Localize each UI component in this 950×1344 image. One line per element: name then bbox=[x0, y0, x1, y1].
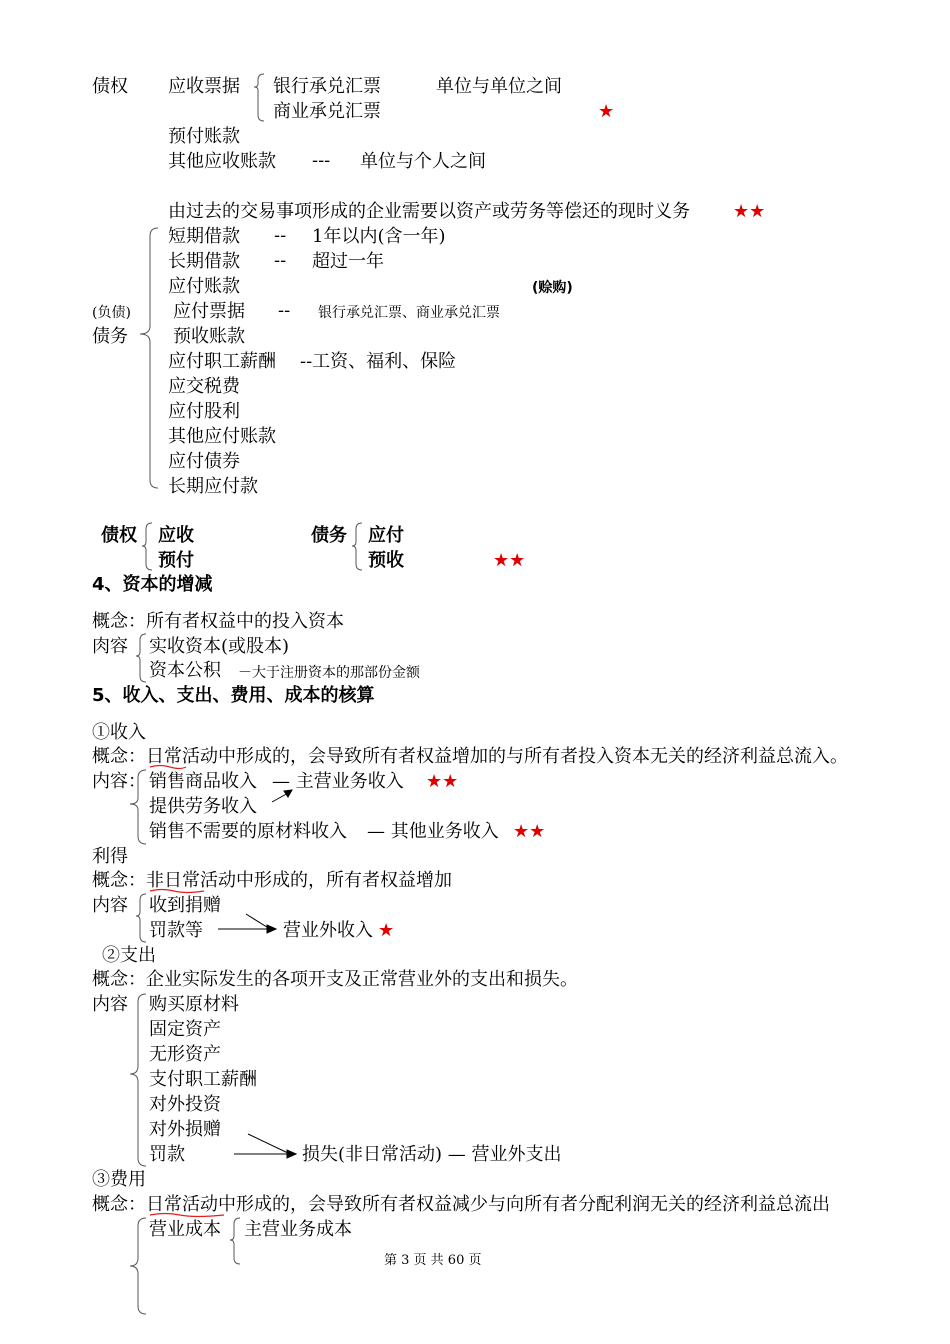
between-units: 单位与单位之间 bbox=[436, 76, 562, 97]
long-loans-note: 超过一年 bbox=[312, 251, 384, 272]
brace-summary-debts bbox=[352, 523, 362, 570]
unit-individual: 单位与个人之间 bbox=[360, 151, 486, 172]
advance-receipts: 预收账款 bbox=[173, 326, 245, 347]
section-heading: 4、资本的增减 bbox=[92, 574, 213, 595]
prepayments: 预付账款 bbox=[168, 126, 240, 147]
brace-gains bbox=[136, 894, 146, 942]
brace-expenditure bbox=[130, 994, 146, 1166]
main-business-cost: 主营业务成本 bbox=[244, 1219, 352, 1240]
services-income: 提供劳务收入 bbox=[149, 796, 257, 817]
non-operating-income: 营业外收入 bbox=[283, 920, 373, 941]
brace-fee bbox=[130, 1218, 146, 1314]
accounts-payable: 应付账款 bbox=[168, 276, 240, 297]
long-term-payables: 长期应付款 bbox=[168, 476, 258, 497]
fee-title: ③费用 bbox=[92, 1169, 146, 1190]
expenditure-content-label: 内容 bbox=[92, 994, 128, 1015]
credit-purchase-note: (赊购) bbox=[532, 280, 573, 296]
loss-non-operating: 损失(非日常活动) — 营业外支出 bbox=[302, 1144, 562, 1165]
expenditure-concept: 概念：企业实际发生的各项开支及正常营业外的支出和损失。 bbox=[92, 969, 578, 990]
notes-receivable: 应收票据 bbox=[168, 76, 240, 97]
notes-payable: 应付票据 bbox=[173, 301, 245, 322]
income-title: ①收入 bbox=[92, 722, 146, 743]
capital-content-label: 肉容 bbox=[92, 636, 128, 657]
capital-concept: 概念：所有者权益中的投入资本 bbox=[92, 611, 344, 632]
capital-reserve-note: －大于注册资本的那部份金额 bbox=[238, 665, 420, 681]
summary-claims: 债权 bbox=[101, 525, 137, 546]
income-content-label: 内容： bbox=[92, 771, 146, 792]
capital-reserve: 资本公积 bbox=[149, 660, 221, 681]
brace-op-cost bbox=[230, 1218, 240, 1264]
sales-goods-income: 销售商品收入 bbox=[149, 771, 257, 792]
expenditure-item: 对外损赠 bbox=[149, 1119, 221, 1140]
other-receivables: 其他应收账款 bbox=[168, 151, 276, 172]
paid-in-capital: 实收资本(或股本) bbox=[149, 636, 290, 657]
fee-concept: 概念：日常活动中形成的，会导致所有者权益减少与向所有者分配利润无关的经济利益总流出 bbox=[92, 1194, 830, 1215]
stars-icon: ★★ bbox=[513, 821, 546, 842]
other-business-income: — 其他业务收入 bbox=[367, 821, 499, 842]
notes-payable-note: 银行承兑汇票、商业承兑汇票 bbox=[318, 305, 500, 321]
taxes-payable: 应交税费 bbox=[168, 376, 240, 397]
income-concept: 概念：日常活动中形成的，会导致所有者权益增加的与所有者投入资本无关的经济利益总流入。 bbox=[92, 746, 848, 767]
dash: --- bbox=[312, 150, 331, 171]
expenditure-item: 对外投资 bbox=[149, 1094, 221, 1115]
expenditure-item: 购买原材料 bbox=[149, 994, 239, 1015]
bonds-payable: 应付债券 bbox=[168, 451, 240, 472]
expenditure-item: 支付职工薪酬 bbox=[149, 1069, 257, 1090]
summary-advance: 预收 bbox=[368, 550, 404, 571]
summary-payable: 应付 bbox=[368, 525, 404, 546]
commercial-acceptance: 商业承兑汇票 bbox=[273, 101, 381, 122]
donations: 收到捐赠 bbox=[149, 895, 221, 916]
brace-capital bbox=[136, 634, 146, 682]
stars-icon: ★★ bbox=[426, 771, 459, 792]
payroll-payable: 应付职工薪酬 bbox=[168, 351, 276, 372]
brace-summary-claims bbox=[142, 523, 152, 570]
gains-content-label: 内容 bbox=[92, 895, 128, 916]
main-business-income: — 主营业务收入 bbox=[272, 771, 404, 792]
dash: -- bbox=[274, 225, 287, 246]
dividends-payable: 应付股利 bbox=[168, 401, 240, 422]
short-loans-note: 1年以内(含一年) bbox=[312, 226, 446, 247]
expenditure-title: ②支出 bbox=[102, 945, 156, 966]
brace-notes-receivable bbox=[254, 74, 264, 121]
other-payables: 其他应付账款 bbox=[168, 426, 276, 447]
summary-prepaid: 预付 bbox=[158, 550, 194, 571]
short-loans: 短期借款 bbox=[168, 226, 240, 247]
expenditure-item: 无形资产 bbox=[149, 1044, 221, 1065]
materials-sales-income: 销售不需要的原材料收入 bbox=[149, 821, 347, 842]
expenditure-item: 罚款 bbox=[149, 1144, 185, 1165]
long-loans: 长期借款 bbox=[168, 251, 240, 272]
operating-cost: 营业成本 bbox=[149, 1219, 221, 1240]
expenditure-item: 固定资产 bbox=[149, 1019, 221, 1040]
stars-icon: ★★ bbox=[493, 550, 526, 571]
summary-receivable: 应收 bbox=[158, 525, 194, 546]
summary-debts: 债务 bbox=[311, 525, 347, 546]
dash: -- bbox=[274, 250, 287, 271]
bank-acceptance: 银行承兑汇票 bbox=[273, 76, 381, 97]
claims-label: 债权 bbox=[92, 76, 128, 97]
dash: -- bbox=[278, 300, 291, 321]
gains-title: 利得 bbox=[92, 846, 128, 867]
star-icon: ★ bbox=[378, 920, 395, 941]
section-heading: 5、收入、支出、费用、成本的核算 bbox=[92, 685, 375, 706]
page-footer: 第 3 页 共 60 页 bbox=[384, 1253, 482, 1268]
stars-icon: ★★ bbox=[733, 201, 766, 222]
payroll-note: --工资、福利、保险 bbox=[300, 351, 457, 372]
brace-debts bbox=[140, 228, 158, 488]
star-icon: ★ bbox=[598, 101, 615, 122]
debts-label: 债务 bbox=[92, 326, 128, 347]
liability-tag: (负债) bbox=[92, 305, 131, 321]
gains-concept: 概念：非日常活动中形成的，所有者权益增加 bbox=[92, 870, 452, 891]
debt-definition: 由过去的交易事项形成的企业需要以资产或劳务等偿还的现时义务 bbox=[168, 201, 690, 222]
fines: 罚款等 bbox=[149, 920, 203, 941]
